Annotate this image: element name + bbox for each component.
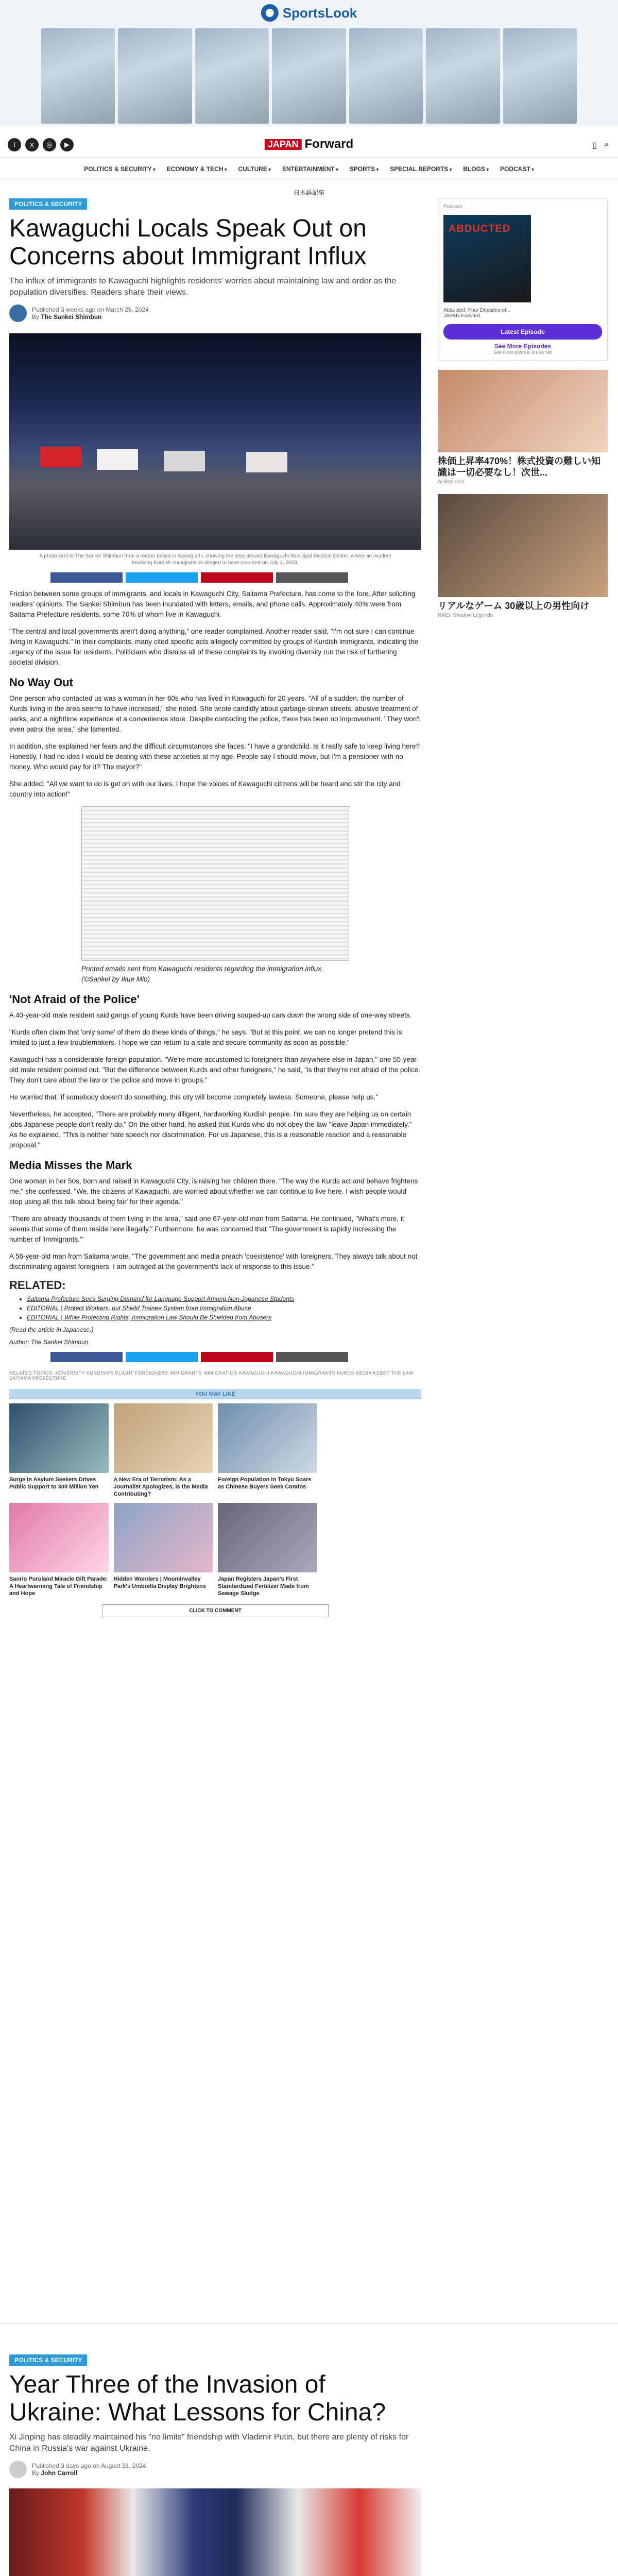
sportslook-icon [261,4,279,22]
recommend-card [322,1403,422,1498]
card-empty [322,1503,422,1572]
episode-title[interactable]: Abducted: Four Decades of... [443,308,511,313]
card-image [114,1403,213,1473]
click-to-comment-button[interactable]: CLICK TO COMMENT [102,1604,329,1617]
menu-entertainment[interactable]: ENTERTAINMENT ▾ [282,165,338,173]
author-link[interactable]: John Carroll [41,2469,78,2477]
share-x-button[interactable] [126,572,198,583]
recommend-card[interactable]: Japan Registers Japan's First Standardized Fertilizer Made from Sewage Sludge [218,1503,317,1597]
article-body: Friction between some groups of immigrants, and locals in Kawaguchi City, Saitama Prefecture, has come to the fore. After soliciting readers' opinions, The Sankei Shimbun has been inundated with letters, emails, and phone calls. Approximately 40% were from Saitama Prefecture residents, some 70% of whom live in Kawaguchi. "The central and local governments aren't doing anything," one reader complained. Another reader said, "I'm not sure I can continue living in Kawaguchi." In their complaints, many cited specific acts allegedly committed by groups of Kurdish immigrants, indicating the urgency of the issue for residents. Politicians who dismiss all of these complaints by invoking diversity run the risk of furthering societal division. No Way Out One person who contacted us was a woman in her 60s who has lived in Kawaguchi for 20 years. "All of a sudden, the number of Kurds living in the area seems to have increased," she noted. She wrote candidly about garbage-strewn streets, abusive treatment of parks, and a nighttime experience at a convenience store. Despite contacting the police, there has been no improvement. "They won't even patrol the area," she lamented. In addition, she explained her fears and the difficult circumstances she faces: "I have a grandchild. Is it really safe to keep living here? Honestly, I had no idea I would be dealing with these anxieties at my age. People say I should move, but I'm a pensioner with no money. Who would pay for it? The mayor?" She added, "All we want to do is get on with our lives. I hope the voices of Kawaguchi citizens will be heard and stir the city and country into action!" Printed emails sent from Kawaguchi residents regarding the immigration influx. (©Sankei by Ikue Mio) 'Not Afraid of the Police' A 40-year-old male resident said gangs of young Kurds have been driving souped-up cars down the wrong side of one-way streets. "Kurds often claim that 'only some' of them do these kinds of things," he says. "But at this point, we can no longer pretend this is limited to just a few troublemakers. I hope we can return to a safe and secure community as soon as possible." Kawaguchi has a considerable foreign population. "We're more accustomed to foreigners than anywhere else in Japan," one 55-year-old male resident pointed out. "But the difference between Kurds and other foreigners," he said, "is that they're not afraid of the police. They don't care about the law or the police and move in groups." He worried that "if somebody doesn't do something, this city will become completely lawless. Someone, please help us." Nevertheless, he accepted, "There are probably many diligent, hardworking Kurdish people. I'm sure they are helping us on certain jobs Japanese people don't really do." On the other hand, he asked that Kurds who do not obey the law "leave Japan immediately." As he explained, "This is neither hate speech nor discrimination. For us Japanese, this is a reasonable reaction and a reasonable proposal." Media Misses the Mark One woman in her 50s, born and raised in Kawaguchi City, is raising her children there. "The way the Kurds act and behave frightens me," she confessed. "We, the citizens of Kawaguchi, are worried about whether we can continue to live here. I wish people would stop using all this talk about 'being fair' for their agenda." "There are already thousands of them living in the area," said one 67-year-old man from Saitama. He continued, "What's more, it seems that some of them reside here illegally." Furthermore, he was concerned that "The government is rapidly increasing the number of 'immigrants.'" A 56-year-old man from Saitama wrote, "The government and media preach 'coexistence' with foreigners. They always talk about not discriminating against foreigners. I am outraged at the government's lack of response to this issue." [9,589,421,1272]
ad-photo [349,28,423,124]
section-heading: 'Not Afraid of the Police' [9,993,140,1006]
you-may-like-grid [9,1403,421,1597]
section-heading: Media Misses the Mark [9,1159,132,1172]
share-pinterest-button[interactable] [201,1352,273,1362]
podcast-label: Podcast [443,204,462,210]
ad-photo [426,28,500,124]
japanese-article-link[interactable]: 日本語記事 [293,189,324,196]
podcast-widget [438,198,608,361]
podcast-cover[interactable]: ABDUCTED [443,215,531,302]
nav-right-controls [592,140,609,150]
byline: Published 3 days ago on August 31, 2024 By John Carroll [9,2461,421,2478]
menu-sports[interactable]: SPORTS ▾ [350,165,379,173]
sidebar-ad-2[interactable] [438,494,608,618]
share-bar [50,572,421,583]
ad-title: リアルなゲーム 30歳以上の男性向け [438,601,590,611]
category-tag[interactable]: POLITICS & SECURITY [9,2354,87,2366]
card-image [218,1403,317,1473]
site-logo[interactable]: JAPAN Forward [265,137,353,151]
ad-source: RAID: Shadow Legends [438,613,493,618]
card-empty [322,1403,422,1473]
sportslook-logo: SportsLook [261,4,357,22]
top-advertisement[interactable] [0,0,618,126]
ad-photo-strip [41,28,577,124]
inline-caption: Printed emails sent from Kawaguchi residents regarding the immigration influx. (©Sankei by Ikue Mio) [81,965,323,983]
author-avatar [9,304,27,322]
author-credit: Author: The Sankei Shimbun [9,1338,89,1346]
x-icon[interactable]: X [25,138,39,151]
recommend-card[interactable]: Hidden Wonders | Moominvalley Park's Umbrella Display Brightens [114,1503,213,1597]
hero-image [9,333,421,550]
related-link[interactable]: • EDITORIAL | While Protecting Rights, Immigration Law Should Be Shielded from Abusers [27,1314,421,1321]
menu-special-reports[interactable]: SPECIAL REPORTS ▾ [390,165,452,173]
recommend-card[interactable]: A New Era of Terrorism: As a Journalist Apologizes, is the Media Contributing? [114,1403,213,1498]
facebook-icon[interactable]: f [8,138,21,151]
ad-photo [503,28,577,124]
main-menu [0,158,618,180]
share-bar-bottom [50,1352,421,1362]
sidebar-ad-1[interactable] [438,370,608,485]
ad-image [438,494,608,597]
share-facebook-button[interactable] [50,1352,123,1362]
instagram-icon[interactable]: ◎ [43,138,56,151]
menu-blogs[interactable]: BLOGS ▾ [463,165,489,173]
card-image [9,1403,109,1473]
article-deck: The influx of immigrants to Kawaguchi highlights residents' worries about maintaining law and order as the population diversifies. Readers share their views. [9,277,396,297]
top-navbar [0,133,618,158]
recommend-card[interactable]: Surge in Asylum Seekers Drives Public Support to 300 Million Yen [9,1403,109,1498]
menu-podcast[interactable]: PODCAST ▾ [500,165,534,173]
ad-source: AI Robotics [438,479,465,485]
new-tab-note: See more posts in a new tab [493,350,553,355]
related-link[interactable]: • Saitama Prefecture Sees Surging Demand for Language Support Among Non-Japanese Students [27,1295,421,1302]
share-email-button[interactable] [276,572,348,583]
hero-image [9,2488,421,2576]
share-x-button[interactable] [126,1352,198,1362]
next-article [9,2354,421,2576]
recommend-card[interactable]: Sanrio Puroland Miracle Gift Parade: A Heartwarming Tale of Friendship and Hope [9,1503,109,1597]
mobile-icon[interactable]: ▯ [592,141,597,150]
read-japanese-link[interactable]: (Read the article in Japanese.) [9,1326,94,1333]
article-title: Kawaguchi Locals Speak Out on Concerns about Immigrant Influx [9,215,367,270]
article-title[interactable]: Year Three of the Invasion of Ukraine: What Lessons for China? [9,2371,386,2426]
category-tag[interactable]: POLITICS & SECURITY [9,198,87,210]
publish-date: Published 3 weeks ago on March 25, 2024 [32,306,149,313]
section-heading: No Way Out [9,676,73,689]
menu-economy[interactable]: ECONOMY & TECH ▾ [167,165,227,173]
ad-image [438,370,608,452]
hero-caption: A photo sent to The Sankei Shimbun from a reader based in Kawaguchi, showing the area around Kawaguchi Municipal Medical Center, where an incident involving Kurdish immigrants is alleged to have occurred on July 4, 2023. [39,553,391,566]
byline: Published 3 weeks ago on March 25, 2024 By The Sankei Shimbun [9,304,421,322]
author-link[interactable]: The Sankei Shimbun [41,313,102,320]
menu-politics[interactable]: POLITICS & SECURITY ▾ [84,165,155,173]
card-image [218,1503,317,1572]
episode-source: JAPAN Forward [443,313,480,319]
author-avatar [9,2461,27,2478]
ad-title: 株価上昇率470%！株式投資の難しい知識は一切必要なし！次世... [438,456,601,478]
related-box: RELATED: • Saitama Prefecture Sees Surging Demand for Language Support Among Non-Japanese Students • EDITORIAL | Protect Workers, but Shield Trainee System from Immigration Abuse • EDITORIAL | While Protecting Rights, Immigration Law Should Be Shielded from Abusers (Read the article in Japanese.) Author: The Sankei Shimbun [9,1279,421,1346]
share-pinterest-button[interactable] [201,572,273,583]
recommend-card [322,1503,422,1597]
ad-photo [195,28,269,124]
recommend-card[interactable]: Foreign Population in Tokyo Soars as Chinese Buyers Seek Condos [218,1403,317,1498]
see-more-episodes-link[interactable]: See More Episodes [494,343,552,350]
social-icons [8,138,74,151]
ad-photo [118,28,192,124]
share-facebook-button[interactable] [50,572,123,583]
ad-photo [41,28,115,124]
latest-episode-button[interactable]: Latest Episode [443,324,602,340]
you-may-like-label: YOU MAY LIKE [9,1389,421,1399]
sidebar [438,198,608,625]
related-topics[interactable]: RELATED TOPICS: #DIVERSITY KURDISH'S PLIGHT FOREIGNERS IMMIGRANTS IMMIGRATION KAWAGUCHI KAWAGUCHI IMMIGRANTS KURDS MEDIA KEBEY THE LAW SAITAMA PREFECTURE [9,1370,414,1381]
youtube-icon[interactable]: ▶ [60,138,74,151]
card-image [114,1503,213,1572]
article-deck: Xi Jinping has steadily maintained his "no limits" friendship with Vladimir Putin, but there are plenty of risks for China in Russia's war against Ukraine. [9,2433,409,2453]
related-link[interactable]: • EDITORIAL | Protect Workers, but Shield Trainee System from Immigration Abuse [27,1304,421,1312]
inline-photo [81,806,349,961]
share-email-button[interactable] [276,1352,348,1362]
card-image [9,1503,109,1572]
menu-culture[interactable]: CULTURE ▾ [238,165,270,173]
article-main [9,198,421,1624]
publish-date: Published 3 days ago on August 31, 2024 [32,2462,146,2469]
search-icon[interactable]: ⌕ [604,140,609,149]
ad-photo [272,28,346,124]
